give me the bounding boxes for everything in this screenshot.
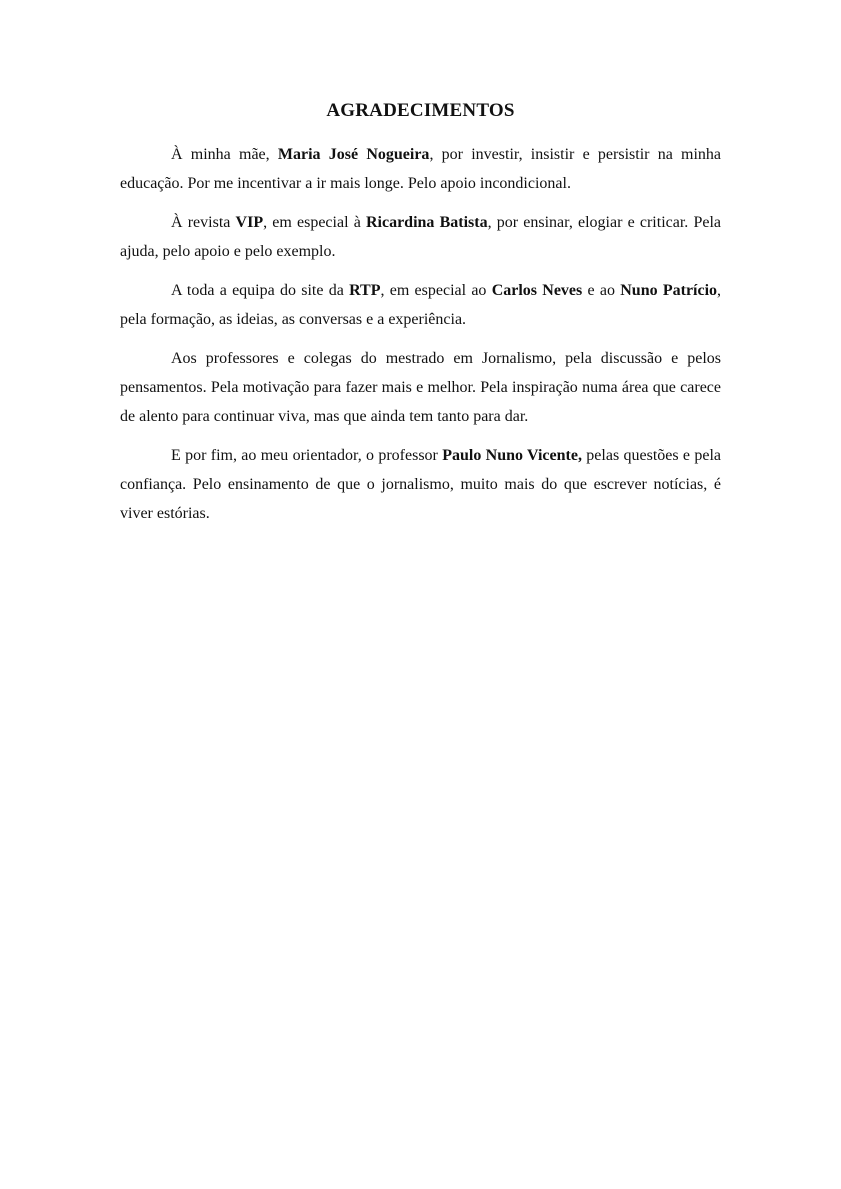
paragraph-mother [120,140,721,198]
bold-name: Carlos Neves [491,282,583,299]
text-run: e ao [582,282,621,299]
text-run: E por fim, ao meu orientador, o professor [171,447,443,464]
text-run: , pela formação, as ideias, as conversas e a experiência. [120,282,722,328]
acknowledgements-section [120,98,721,538]
text-run: , por ensinar, elogiar e criticar. Pela ajuda, pelo apoio e pelo exemplo. [120,214,721,260]
bold-name: RTP [349,282,381,299]
bold-name: VIP [235,214,264,231]
page-title: AGRADECIMENTOS [326,100,515,121]
bold-name: Ricardina Batista [365,214,488,231]
text-run: À revista [171,214,236,231]
bold-name: Nuno Patrício [620,282,718,299]
text-run: , em especial ao [380,282,492,299]
paragraph-vip [120,208,721,266]
text-run: , por investir, insistir e persistir na minha educação. Por me incentivar a ir mais longe. Pelo apoio incondicional. [120,146,722,192]
bold-name: Maria José Nogueira [277,146,430,163]
bold-name: Paulo Nuno Vicente, [442,447,582,464]
text-run: Aos professores e colegas do mestrado em Jornalismo, pela discussão e pelos pensamentos. Pela motivação para fazer mais e melhor. Pela inspiração numa área que carece de alento para continuar viva, mas que ainda tem tanto para dar. [120,350,721,425]
text-run: À minha mãe, [171,146,278,163]
text-run: pelas questões e pela confiança. Pelo ensinamento de que o jornalismo, muito mais do que escrever notícias, é viver estórias. [120,447,721,522]
text-run: , em especial à [263,214,366,231]
text-run: A toda a equipa do site da [171,282,350,299]
paragraph-rtp [120,276,721,334]
paragraph-professors [120,344,721,431]
paragraph-advisor [120,441,721,528]
